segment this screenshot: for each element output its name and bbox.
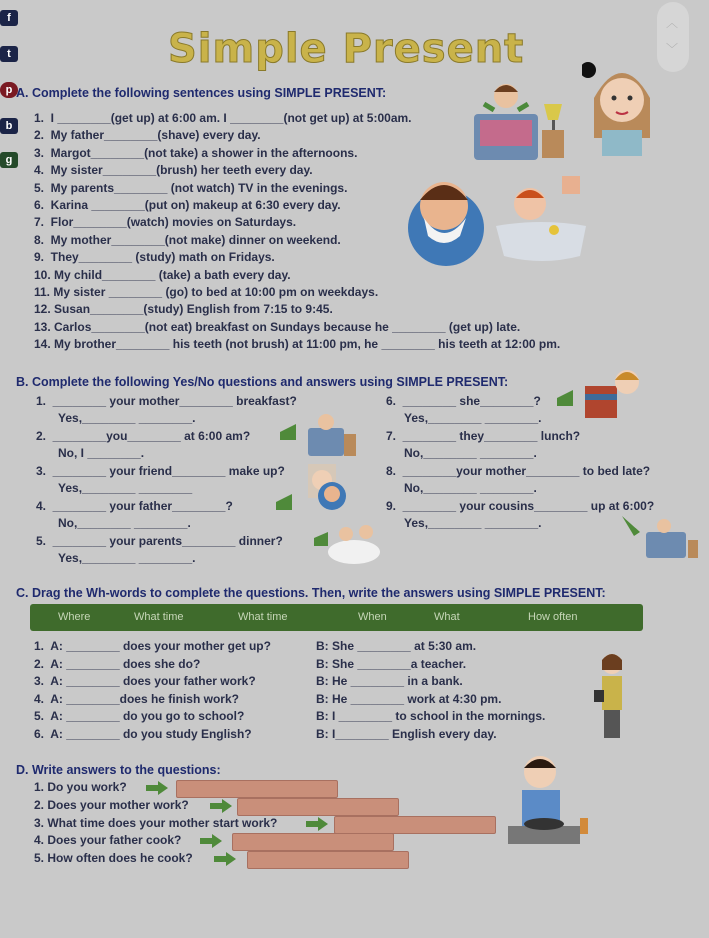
pinterest-icon[interactable]: p — [0, 82, 18, 98]
chevron-down-icon[interactable]: ﹀ — [666, 42, 679, 56]
answer-c-3[interactable]: B: He ________ in a bank. — [316, 674, 463, 689]
wh-word-what-time-2[interactable]: What time — [238, 611, 288, 623]
answer-box-d-2[interactable] — [237, 798, 399, 816]
question-d-1: 1. Do you work? — [34, 780, 127, 794]
facebook-icon[interactable]: f — [0, 10, 18, 26]
question-d-4: 4. Does your father cook? — [34, 833, 182, 848]
wh-word-when[interactable]: When — [358, 611, 387, 623]
classroom-icon[interactable]: g — [0, 152, 18, 168]
sentence-a-5[interactable]: 5. My parents________ (not watch) TV in the evenings. — [34, 180, 348, 195]
arrow-right-icon — [200, 834, 222, 848]
man-cooking-illustration — [498, 752, 598, 848]
answer-c-4[interactable]: B: He ________ work at 4:30 pm. — [316, 691, 502, 706]
answer-c-5[interactable]: B: I ________ to school in the mornings. — [316, 709, 546, 724]
girl-in-bed-illustration — [620, 512, 700, 562]
arrow-right-icon — [210, 799, 232, 813]
answer-b-3[interactable]: Yes,________ ________ — [58, 481, 193, 495]
question-b-8[interactable]: 8. ________your mother________ to bed late? — [386, 464, 651, 478]
answer-box-d-5[interactable] — [247, 851, 409, 869]
question-b-4[interactable]: 4. ________ your father________? — [36, 499, 233, 513]
answer-b-2[interactable]: No, I ________. — [58, 446, 145, 460]
answer-box-d-1[interactable] — [176, 780, 338, 798]
section-b-heading: B. Complete the following Yes/No questions and answers using SIMPLE PRESENT: — [16, 375, 509, 389]
bookmark-icon[interactable]: b — [0, 118, 18, 134]
question-c-1[interactable]: 1. A: ________ does your mother get up? — [34, 639, 271, 653]
baby-bath-illustration — [494, 172, 590, 268]
question-b-6[interactable]: 6. ________ she________? — [386, 394, 541, 408]
question-c-5[interactable]: 5. A: ________ do you go to school? — [34, 709, 245, 724]
arrow-right-icon — [146, 781, 168, 795]
sentence-a-9[interactable]: 9. They________ (study) math on Fridays. — [34, 250, 275, 265]
answer-b-5[interactable]: Yes,________ ________. — [58, 551, 196, 565]
question-c-4[interactable]: 4. A: ________does he finish work? — [34, 691, 239, 706]
wh-word-how-often[interactable]: How often — [528, 611, 578, 623]
question-b-5[interactable]: 5. ________ your parents________ dinner? — [36, 534, 283, 548]
sentence-a-11[interactable]: 11. My sister ________ (go) to bed at 10:00 pm on weekdays. — [34, 285, 379, 299]
section-c-heading: C. Drag the Wh-words to complete the questions. Then, write the answers using SIMPLE PRESENT: — [16, 586, 606, 600]
twitter-icon[interactable]: t — [0, 46, 18, 62]
sentence-a-3[interactable]: 3. Margot________(not take) a shower in the afternoons. — [34, 145, 358, 160]
answer-c-1[interactable]: B: She ________ at 5:30 am. — [316, 639, 477, 653]
answer-b-4[interactable]: No,________ ________. — [58, 516, 191, 530]
question-d-2: 2. Does your mother work? — [34, 797, 189, 812]
question-b-1[interactable]: 1. ________ your mother________ breakfast? — [36, 394, 297, 408]
arrow-right-icon — [306, 817, 328, 831]
boy-waking-up-illustration — [470, 74, 570, 166]
arrow-right-icon — [214, 852, 236, 866]
wh-word-bank — [30, 604, 643, 631]
question-c-3[interactable]: 3. A: ________ does your father work? — [34, 674, 256, 689]
man-shaving-illustration — [400, 170, 486, 270]
question-c-6[interactable]: 6. A: ________ do you study English? — [34, 727, 252, 741]
question-d-5: 5. How often does he cook? — [34, 851, 193, 866]
sentence-a-1[interactable]: 1. I ________(get up) at 6:00 am. I ________(not get up) at 5:00am. — [34, 111, 412, 125]
sentence-a-2[interactable]: 2. My father________(shave) every day. — [34, 128, 261, 143]
wh-word-what[interactable]: What — [434, 611, 460, 623]
answer-b-1[interactable]: Yes,________ ________. — [58, 411, 196, 425]
answer-b-6[interactable]: Yes,________ ________. — [404, 411, 542, 425]
question-b-3[interactable]: 3. ________ your friend________ make up? — [36, 464, 285, 478]
answer-c-2[interactable]: B: She ________a teacher. — [316, 656, 467, 671]
sentence-a-7[interactable]: 7. Flor________(watch) movies on Saturdays. — [34, 215, 297, 230]
wh-word-where[interactable]: Where — [58, 611, 91, 623]
sentence-a-10[interactable]: 10. My child________ (take) a bath every day. — [34, 267, 291, 282]
question-b-2[interactable]: 2. ________you________ at 6:00 am? — [36, 429, 251, 443]
answer-b-9[interactable]: Yes,________ ________. — [404, 516, 542, 530]
answer-box-d-3[interactable] — [334, 816, 496, 834]
sentence-a-12[interactable]: 12. Susan________(study) English from 7:15 to 9:45. — [34, 302, 333, 317]
bed-illustration — [278, 410, 358, 460]
girl-reading-illustration — [555, 366, 655, 420]
sentence-a-14[interactable]: 14. My brother________ his teeth (not brush) at 11:00 pm, he ________ his teeth at 12:00 pm. — [34, 337, 561, 352]
sentence-a-13[interactable]: 13. Carlos________(not eat) breakfast on Sundays because he ________ (get up) late. — [34, 319, 521, 334]
sentence-a-6[interactable]: 6. Karina ________(put on) makeup at 6:30 every day. — [34, 198, 341, 212]
answer-c-6[interactable]: B: I________ English every day. — [316, 727, 497, 741]
answer-b-8[interactable]: No,________ ________. — [404, 481, 537, 495]
woman-makeup-illustration — [582, 58, 662, 158]
answer-box-d-4[interactable] — [232, 833, 394, 851]
businesswoman-illustration — [588, 650, 638, 742]
chevron-up-icon[interactable]: ︿ — [666, 16, 679, 30]
question-d-3: 3. What time does your mother start work? — [34, 815, 278, 830]
section-a-heading: A. Complete the following sentences using SIMPLE PRESENT: — [16, 86, 387, 100]
sentence-a-8[interactable]: 8. My mother________(not make) dinner on weekend. — [34, 232, 341, 247]
family-dinner-illustration — [312, 518, 382, 568]
question-c-2[interactable]: 2. A: ________ does she do? — [34, 656, 201, 671]
question-b-9[interactable]: 9. ________ your cousins________ up at 6:00? — [386, 499, 655, 513]
section-d-heading: D. Write answers to the questions: — [16, 763, 221, 777]
answer-b-7[interactable]: No,________ ________. — [404, 446, 537, 460]
sentence-a-4[interactable]: 4. My sister________(brush) her teeth every day. — [34, 163, 313, 178]
page-title: Simple Present — [168, 26, 525, 72]
wh-word-what-time-1[interactable]: What time — [134, 611, 184, 623]
question-b-7[interactable]: 7. ________ they________ lunch? — [386, 429, 581, 443]
